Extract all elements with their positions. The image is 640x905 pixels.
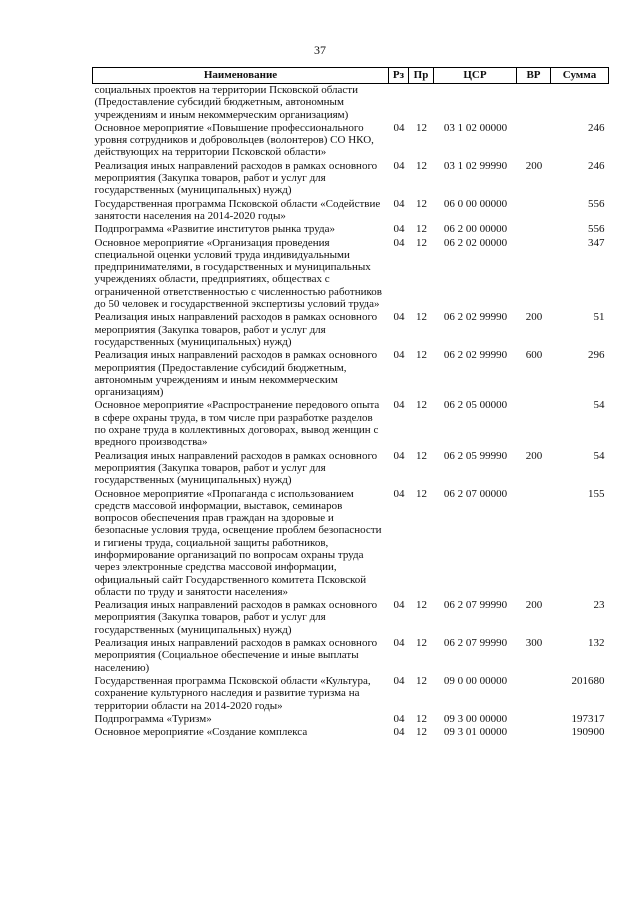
cell-vr: 200 [525, 599, 543, 612]
cell-vr [517, 122, 551, 160]
cell-name: Реализация иных направлений расходов в рамках основного мероприятия (Закупка товаров, работ и услуг для государственных (муниципальных) нужд) [94, 449, 378, 487]
cell-csr: 06 2 05 99990 [443, 449, 508, 462]
cell-vr [517, 237, 551, 312]
cell-csr [434, 84, 517, 122]
cell-pr: 12 [416, 712, 427, 725]
cell-sum [551, 84, 609, 122]
cell-rz: 04 [393, 311, 405, 324]
cell-csr: 09 3 01 00000 [443, 726, 508, 739]
cell-pr: 12 [416, 399, 427, 412]
cell-vr: 200 [525, 449, 543, 462]
cell-vr [517, 198, 551, 224]
cell-csr: 03 1 02 00000 [443, 121, 508, 134]
cell-pr: 12 [416, 599, 427, 612]
cell-sum: 132 [588, 637, 605, 650]
cell-sum: 197317 [571, 712, 605, 725]
cell-rz: 04 [393, 223, 405, 236]
cell-name: Основное мероприятие «Распространение передового опыта в сфере охраны труда, в том числе при разработке разделов по охране труда в коллективных договорах, вывод женщин с вредного производства» [94, 399, 380, 449]
cell-csr: 06 2 02 99990 [443, 349, 508, 362]
table-row [93, 450, 609, 488]
cell-name: Государственная программа Псковской области «Содействие занятости населения на 2014-2020 годы» [94, 197, 381, 222]
cell-pr: 12 [416, 311, 427, 324]
cell-vr: 600 [525, 349, 543, 362]
cell-csr: 06 2 02 99990 [443, 311, 508, 324]
cell-csr: 06 2 02 00000 [443, 236, 508, 249]
cell-csr: 06 2 07 00000 [443, 487, 508, 500]
cell-sum: 296 [588, 349, 605, 362]
cell-pr: 12 [416, 449, 427, 462]
cell-rz: 04 [393, 399, 405, 412]
cell-rz: 04 [393, 349, 405, 362]
cell-rz: 04 [393, 487, 405, 500]
cell-rz: 04 [393, 197, 405, 210]
cell-vr [517, 713, 551, 726]
cell-rz: 04 [393, 674, 405, 687]
cell-pr: 12 [416, 637, 427, 650]
cell-name: Основное мероприятие «Повышение профессионального уровня сотрудников и добровольцев (волонтеров) СО НКО, действующих на территории Псковской области» [94, 121, 374, 159]
cell-rz: 04 [393, 726, 405, 739]
column-header-pr: Пр [409, 68, 434, 84]
table-row [93, 237, 609, 312]
cell-pr [409, 84, 434, 122]
cell-rz: 04 [393, 449, 405, 462]
cell-vr: 300 [525, 637, 543, 650]
cell-vr [517, 84, 551, 122]
cell-sum: 556 [588, 197, 605, 210]
cell-csr: 06 2 07 99990 [443, 599, 508, 612]
column-header-rz: Рз [389, 68, 409, 84]
cell-csr: 03 1 02 99990 [443, 159, 508, 172]
table-row [93, 599, 609, 637]
cell-name: Реализация иных направлений расходов в рамках основного мероприятия (Закупка товаров, работ и услуг для государственных (муниципальных) нужд) [94, 311, 378, 348]
cell-rz: 04 [393, 159, 405, 172]
cell-vr [517, 675, 551, 713]
cell-rz: 04 [393, 236, 405, 249]
cell-csr: 06 2 07 99990 [443, 637, 508, 650]
cell-pr: 12 [416, 159, 427, 172]
cell-rz: 04 [393, 712, 405, 725]
cell-sum: 51 [593, 311, 605, 324]
table-row [93, 198, 609, 224]
cell-vr [517, 488, 551, 600]
table-row [93, 311, 609, 349]
cell-sum: 556 [588, 223, 605, 236]
table-row [93, 223, 609, 236]
table-row [93, 399, 609, 449]
cell-pr: 12 [416, 349, 427, 362]
cell-csr: 09 0 00 00000 [443, 674, 508, 687]
column-header-name: Наименование [93, 68, 389, 84]
cell-rz [389, 84, 409, 122]
cell-sum: 246 [588, 159, 605, 172]
cell-csr: 06 0 00 00000 [443, 197, 508, 210]
cell-sum: 23 [593, 599, 605, 612]
cell-sum: 54 [593, 399, 605, 412]
cell-vr [517, 726, 551, 739]
budget-table [92, 67, 609, 739]
cell-name: Основное мероприятие «Пропаганда с использованием средств массовой информации, выставок, семинаров вопросов обеспечения прав граждан на здоровые и безопасные условия труда, освещение проблем безопасности и гигиены труда, социальной защиты работников, информирование организаций по вопросам охраны труда через электронные средства массовой информации, официальный сайт Государственного комитета Псковской области по труду и занятости населения» [94, 487, 382, 598]
cell-pr: 12 [416, 236, 427, 249]
cell-pr: 12 [416, 487, 427, 500]
cell-sum: 190900 [571, 726, 605, 739]
cell-pr: 12 [416, 223, 427, 236]
column-header-csr: ЦСР [434, 68, 517, 84]
cell-name: Основное мероприятие «Организация проведения специальной оценки условий труда индивидуальными предпринимателями, в государственных и муниципальных учреждениях области, предприятиях, обществах с ограниченной ответственностью с численностью работников до 50 человек и государственной экспертизы условий труда» [94, 236, 382, 311]
cell-rz: 04 [393, 637, 405, 650]
table-body [93, 84, 609, 740]
cell-vr: 200 [525, 311, 543, 324]
cell-vr [517, 399, 551, 449]
cell-name: Подпрограмма «Развитие институтов рынка труда» [94, 223, 336, 236]
budget-table-container [92, 67, 608, 739]
cell-sum: 347 [588, 236, 605, 249]
cell-rz: 04 [393, 599, 405, 612]
column-header-sum: Сумма [551, 68, 609, 84]
cell-csr: 06 2 00 00000 [443, 223, 508, 236]
cell-name: Реализация иных направлений расходов в рамках основного мероприятия (Закупка товаров, работ и услуг для государственных (муниципальных) нужд) [94, 159, 378, 197]
cell-sum: 201680 [571, 674, 605, 687]
cell-name: социальных проектов на территории Псковской области (Предоставление субсидий бюджетным, автономным учреждениям и иным некоммерческим организациям) [94, 84, 358, 121]
table-row [93, 122, 609, 160]
cell-csr: 06 2 05 00000 [443, 399, 508, 412]
cell-sum: 246 [588, 121, 605, 134]
cell-csr: 09 3 00 00000 [443, 712, 508, 725]
cell-rz: 04 [393, 121, 405, 134]
cell-name: Основное мероприятие «Создание комплекса [94, 726, 308, 739]
cell-vr: 200 [525, 159, 543, 172]
table-row [93, 675, 609, 713]
table-row [93, 488, 609, 600]
cell-pr: 12 [416, 726, 427, 739]
page-number: 37 [314, 43, 326, 57]
cell-pr: 12 [416, 197, 427, 210]
cell-pr: 12 [416, 674, 427, 687]
table-row [93, 637, 609, 675]
cell-name: Реализация иных направлений расходов в рамках основного мероприятия (Предоставление субсидий бюджетным, автономным учреждениям и иным некоммерческим организациям) [94, 349, 378, 399]
table-row [93, 349, 609, 399]
cell-vr [517, 223, 551, 236]
table-header-row [93, 68, 609, 84]
cell-name: Реализация иных направлений расходов в рамках основного мероприятия (Социальное обеспечение и иные выплаты населению) [94, 637, 378, 674]
cell-sum: 54 [593, 449, 605, 462]
cell-pr: 12 [416, 121, 427, 134]
column-header-vr: ВР [517, 68, 551, 84]
table-row [93, 160, 609, 198]
table-row [93, 726, 609, 739]
cell-name: Государственная программа Псковской области «Культура, сохранение культурного наследия и развитие туризма на территории области на 2014-2020 годы» [94, 674, 371, 712]
table-row [93, 84, 609, 122]
cell-name: Подпрограмма «Туризм» [94, 712, 212, 725]
cell-name: Реализация иных направлений расходов в рамках основного мероприятия (Закупка товаров, работ и услуг для государственных (муниципальных) нужд) [94, 599, 378, 636]
cell-sum: 155 [588, 487, 605, 500]
table-row [93, 713, 609, 726]
